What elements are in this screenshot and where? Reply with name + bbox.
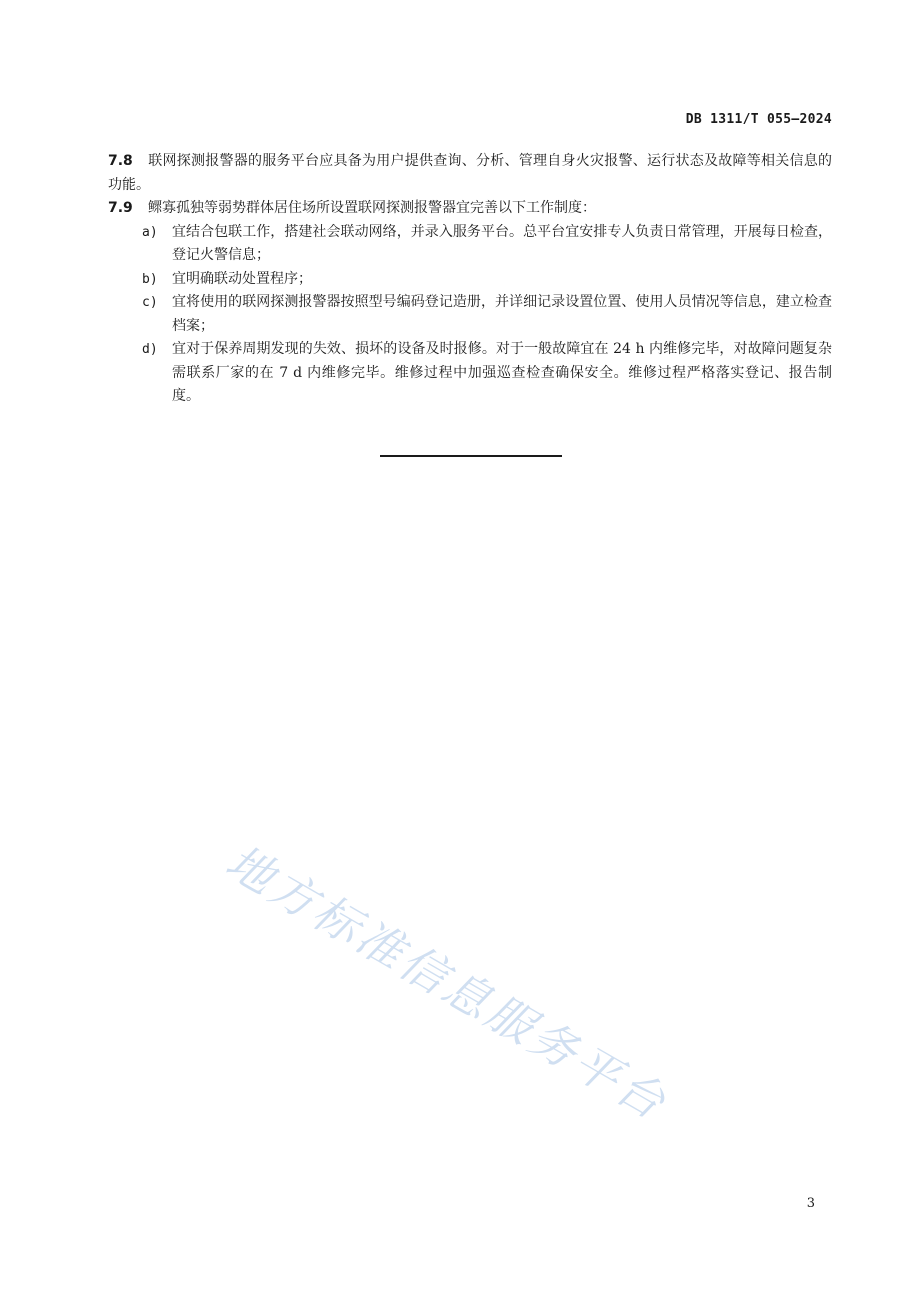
list-item-text: 宜结合包联工作，搭建社会联动网络，并录入服务平台。总平台宜安排专人负责日常管理，开展每日检查，登记火警信息； bbox=[172, 223, 832, 263]
list-item-a bbox=[108, 221, 832, 268]
list-item-c bbox=[108, 291, 832, 338]
end-of-document-line bbox=[380, 455, 562, 457]
clause-number: 7.8 bbox=[108, 153, 133, 169]
list-item-text: 宜将使用的联网探测报警器按照型号编码登记造册，并详细记录设置位置、使用人员情况等信息，建立检查档案； bbox=[172, 294, 832, 334]
clause-text: 联网探测报警器的服务平台应具备为用户提供查询、分析、管理自身火灾报警、运行状态及故障等相关信息的功能。 bbox=[108, 153, 832, 193]
list-item-text: 宜对于保养周期发现的失效、损坏的设备及时报修。对于一般故障宜在 24 h 内维修完毕，对故障问题复杂需联系厂家的在 7 d 内维修完毕。维修过程中加强巡查检查确保安全。维修过程严格落实登记、报告制度。 bbox=[172, 341, 832, 404]
document-body bbox=[108, 150, 832, 409]
document-code: DB 1311/T 055—2024 bbox=[685, 112, 832, 127]
list-item-text: 宜明确联动处置程序； bbox=[172, 270, 312, 287]
list-item-d bbox=[108, 338, 832, 409]
list-item-marker: b) bbox=[142, 271, 158, 287]
clause-7-9 bbox=[108, 197, 832, 221]
watermark: 地方标准信息服务平台 bbox=[217, 834, 678, 1131]
list-item-b bbox=[108, 268, 832, 292]
list-item-marker: a) bbox=[142, 224, 158, 240]
clause-number: 7.9 bbox=[108, 200, 133, 216]
list-item-marker: c) bbox=[142, 295, 158, 310]
clause-text: 鳏寡孤独等弱势群体居住场所设置联网探测报警器宜完善以下工作制度： bbox=[148, 200, 596, 216]
list-item-marker: d) bbox=[142, 342, 158, 357]
page-number: 3 bbox=[806, 1196, 815, 1211]
clause-7-8 bbox=[108, 150, 832, 197]
